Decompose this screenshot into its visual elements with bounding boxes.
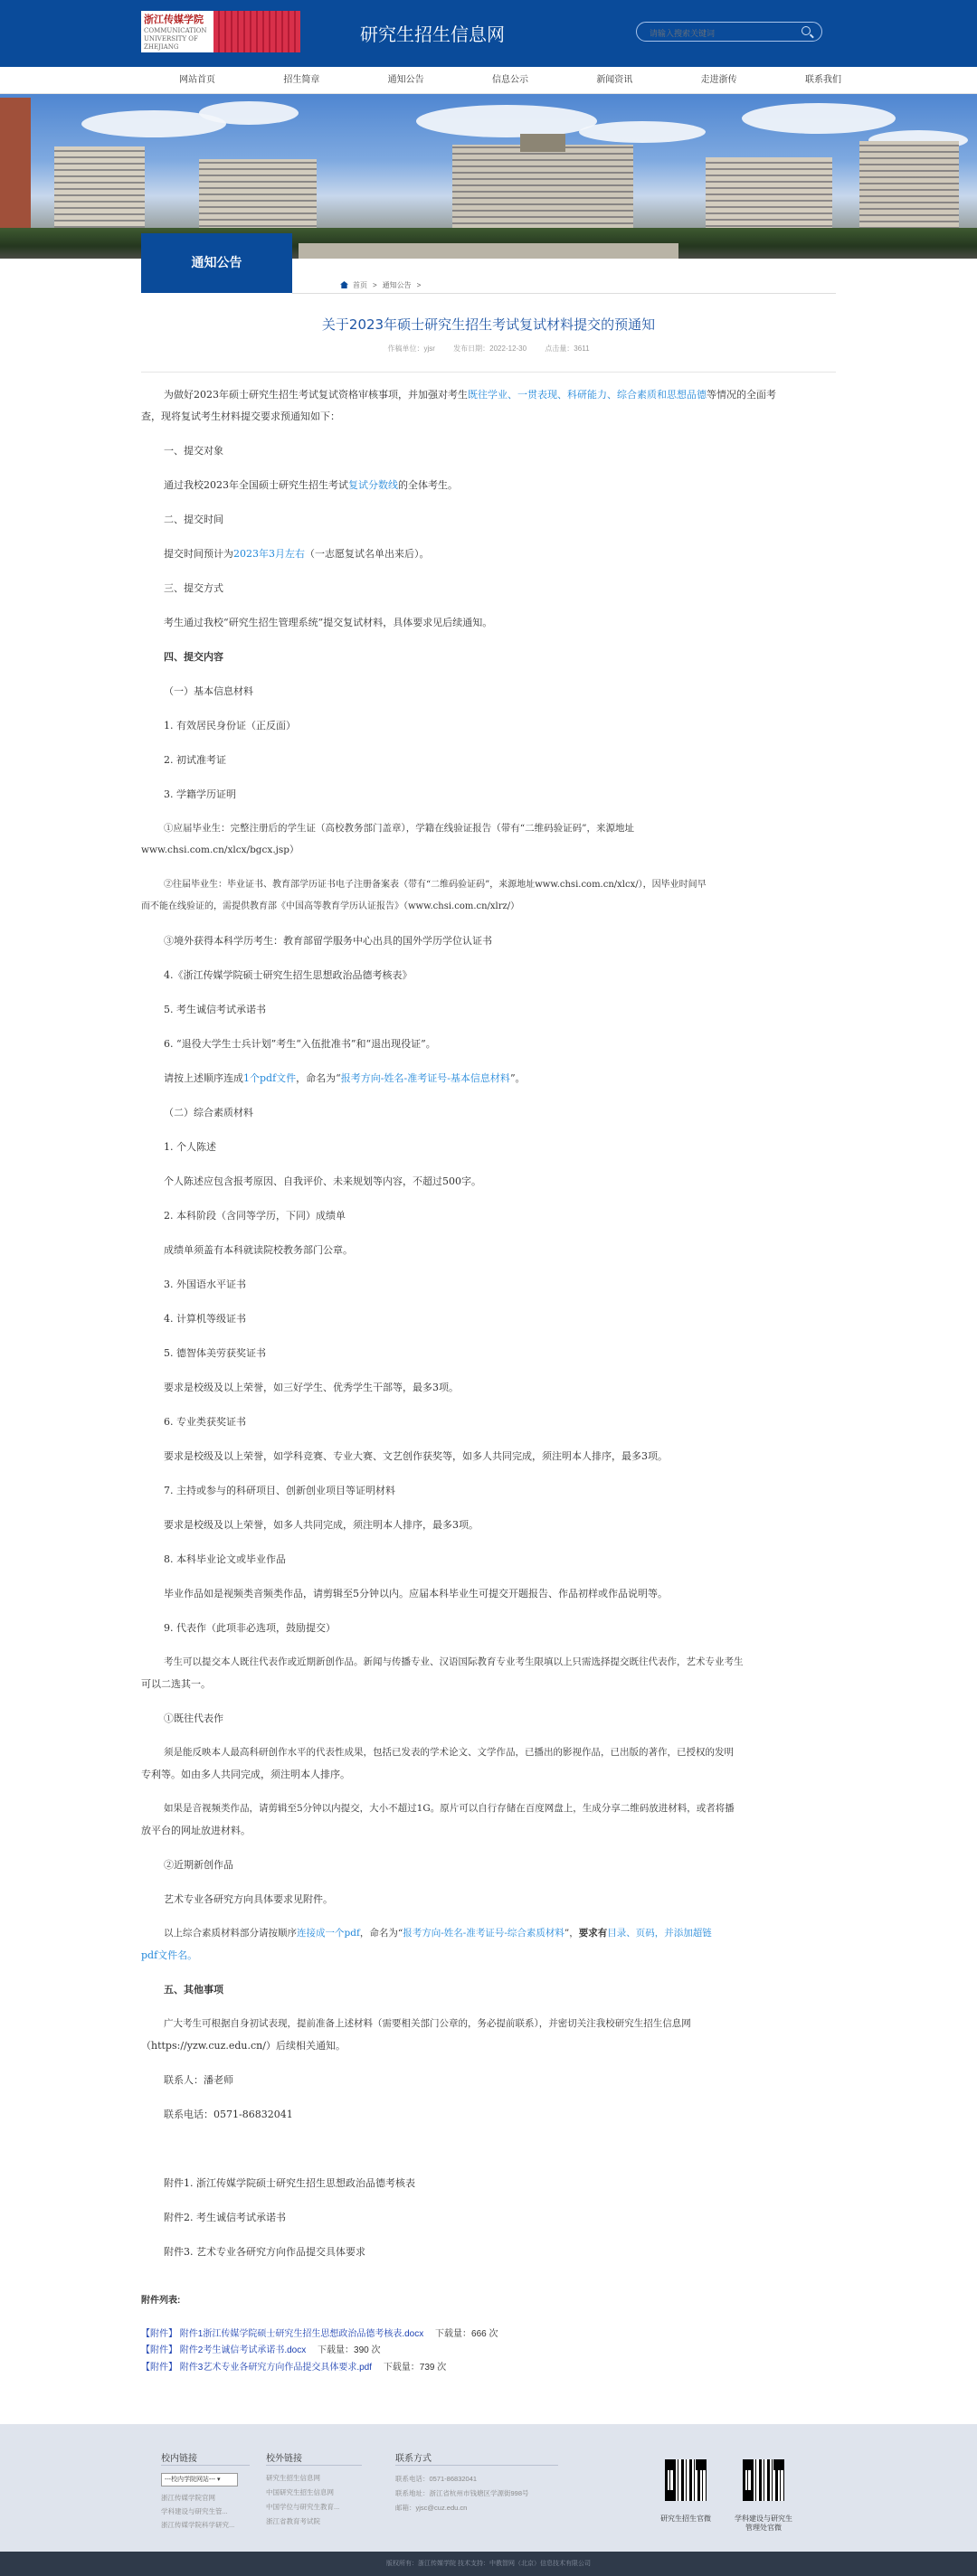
section-heading: 五、其他事项 — [164, 1984, 223, 1996]
download-count: 下载量：390 次 — [318, 2345, 381, 2355]
footer-internal-links-title: 校内链接 — [161, 2454, 197, 2464]
logo-subtext: COMMUNICATION UNIVERSITY OF ZHEJIANG — [144, 27, 207, 51]
footer-external-links-title: 校外链接 — [266, 2454, 302, 2464]
paragraph: 要求是校级及以上荣誉，如多人共同完成，须注明本人排序，最多3项。 — [164, 1519, 479, 1531]
attachment-link[interactable]: 附件3艺术专业各研究方向作品提交具体要求.pdf — [179, 2363, 373, 2373]
paragraph: 提交时间预计为2023年3月左右（一志愿复试名单出来后）。 — [164, 548, 430, 560]
list-item: 1. 个人陈述 — [164, 1141, 216, 1153]
article-meta — [141, 344, 836, 354]
list-item: ②往届毕业生：毕业证书、教育部学历证书电子注册备案表（带有“二维码验证码”，来源地址www.chsi.com.cn/xlcx/），因毕业时间早 — [164, 880, 707, 890]
paragraph: 成绩单须盖有本科就读院校教务部门公章。 — [164, 1244, 353, 1256]
paragraph: 须是能反映本人最高科研创作水平的代表性成果，包括已发表的学术论文、文学作品，已播出的影视作品，已出版的著作，已授权的发明 — [164, 1747, 734, 1758]
meta-source: 作稿单位：yjsr — [387, 344, 435, 353]
nav-notices[interactable]: 通知公告 — [387, 75, 424, 85]
paragraph: 要求是校级及以上荣誉，如学科竞赛、专业大赛、文艺创作获奖等，如多人共同完成，须注明本人排序，最多3项。 — [164, 1450, 668, 1462]
search-input[interactable] — [637, 24, 791, 42]
download-count: 下载量：666 次 — [435, 2329, 498, 2339]
paragraph-cont: pdf文件名。 — [141, 1949, 198, 1961]
attachment-link[interactable]: 附件2考生诚信考试承诺书.docx — [179, 2345, 307, 2355]
nav-news[interactable]: 新闻资讯 — [596, 75, 633, 85]
paragraph: 个人陈述应包含报考原因、自我评价、未来规划等内容，不超过500字。 — [164, 1175, 481, 1187]
paragraph-cont: 可以二选其一。 — [141, 1678, 211, 1690]
footer-link[interactable]: 浙江省教育考试院 — [266, 2517, 320, 2525]
logo-ribbon-graphic — [213, 11, 300, 52]
list-item: 3. 学籍学历证明 — [164, 788, 236, 800]
subsection-heading: （一）基本信息材料 — [164, 685, 253, 697]
list-item: ①应届毕业生：完整注册后的学生证（高校教务部门盖章），学籍在线验证报告（带有“二维码验证码”，来源地址 — [164, 823, 634, 834]
university-logo[interactable] — [141, 11, 355, 52]
paragraph: 考生可以提交本人既往代表作或近期新创作品。新闻与传播专业、汉语国际教育专业考生限填以上只需选择提交既往代表作，艺术专业考生 — [164, 1656, 744, 1667]
breadcrumb — [340, 280, 426, 290]
intro-paragraph: 为做好2023年硕士研究生招生考试复试资格审核事项，并加强对考生既往学业、一贯表现、科研能力、综合素质和思想品德等情况的全面考 — [164, 389, 776, 401]
main-nav — [0, 67, 977, 94]
list-item: 4. 计算机等级证书 — [164, 1313, 246, 1325]
footer-link[interactable]: 中国研究生招生信息网 — [266, 2488, 334, 2496]
nav-contact[interactable]: 联系我们 — [804, 75, 841, 85]
attachment-link[interactable]: 附件1浙江传媒学院硕士研究生招生思想政治品德考核表.docx — [179, 2329, 424, 2339]
footer-contact-line: 联系电话：0571-86832041 — [395, 2475, 478, 2483]
section-heading: 二、提交时间 — [164, 514, 223, 525]
footer-contact-title: 联系方式 — [395, 2454, 432, 2464]
footer-link[interactable]: 中国学位与研究生教育... — [266, 2503, 340, 2511]
attachment-row — [141, 2359, 836, 2373]
list-item: 5. 德智体美劳获奖证书 — [164, 1347, 266, 1359]
list-item-cont: www.chsi.com.cn/xlcx/bgcx.jsp） — [141, 845, 299, 855]
paragraph: 要求是校级及以上荣誉，如三好学生、优秀学生干部等，最多3项。 — [164, 1382, 459, 1393]
qr-code-icon — [743, 2459, 784, 2501]
list-item: 2. 初试准考证 — [164, 754, 226, 766]
paragraph-cont: 放平台的网址放进材料。 — [141, 1825, 251, 1836]
meta-views: 点击量：3611 — [545, 344, 590, 353]
attachment-tag: 【附件】 — [141, 2329, 177, 2339]
attachments-heading: 附件列表: — [141, 2296, 181, 2306]
list-item: 8. 本科毕业论文或毕业作品 — [164, 1553, 286, 1565]
footer-link[interactable]: 学科建设与研究生管... — [161, 2507, 228, 2515]
section-heading: 四、提交内容 — [164, 651, 223, 663]
list-item: 3. 外国语水平证书 — [164, 1279, 246, 1290]
attachment-row — [141, 2342, 836, 2355]
logo-calligraphy — [141, 11, 213, 52]
attachment-tag: 【附件】 — [141, 2345, 177, 2355]
breadcrumb-separator: > — [416, 281, 422, 289]
site-title: 研究生招生信息网 — [360, 24, 505, 45]
meta-date: 发布日期：2022-12-30 — [453, 344, 527, 353]
paragraph: 考生通过我校“研究生招生管理系统”提交复试材料，具体要求见后续通知。 — [164, 617, 493, 628]
paragraph: 艺术专业各研究方向具体要求见附件。 — [164, 1893, 333, 1905]
search-box — [636, 22, 822, 42]
list-item: 9. 代表作（此项非必选项，鼓励提交） — [164, 1622, 336, 1634]
list-item: 6. “退役大学生士兵计划”考生“入伍批准书”和“退出现役证”。 — [164, 1038, 436, 1050]
article-title: 关于2023年硕士研究生招生考试复试材料提交的预通知 — [321, 316, 656, 333]
paragraph: 以上综合素质材料部分请按顺序连接成一个pdf，命名为“报考方向-姓名-准考证号-综合素质材料”，要求有目录、页码，并添加超链 — [164, 1928, 712, 1939]
site-header — [0, 0, 977, 67]
footer-link[interactable]: 浙江传媒学院科学研究... — [161, 2521, 235, 2529]
copyright-bar: 版权所有：浙江传媒学院 技术支持：中教智网（北京）信息技术有限公司 — [0, 2552, 977, 2576]
intro-paragraph-cont: 查，现将复试考生材料提交要求预通知如下： — [141, 410, 340, 422]
attachment-tag: 【附件】 — [141, 2363, 177, 2373]
attachment-note: 附件1. 浙江传媒学院硕士研究生招生思想政治品德考核表 — [164, 2177, 415, 2189]
paragraph: 通过我校2023年全国硕士研究生招生考试复试分数线的全体考生。 — [164, 479, 458, 491]
footer-contact-line: 联系地址：浙江省杭州市钱塘区学源街998号 — [395, 2489, 529, 2497]
section-tab-notices: 通知公告 — [141, 233, 292, 293]
attachment-row — [141, 2326, 836, 2339]
list-item: ③境外获得本科学历考生：教育部留学服务中心出具的国外学历学位认证书 — [164, 935, 492, 947]
footer-contact-line: 邮箱：yjsc@cuz.edu.cn — [395, 2504, 468, 2512]
subsection-heading: （二）综合素质材料 — [164, 1107, 253, 1118]
paragraph: 广大考生可根据自身初试表现，提前准备上述材料（需要相关部门公章的，务必提前联系），并密切关注我校研究生招生信息网 — [164, 2018, 691, 2029]
search-icon[interactable] — [802, 26, 811, 35]
paragraph-cont: 专利等。如由多人共同完成，须注明本人排序。 — [141, 1769, 350, 1780]
nav-about[interactable]: 走进浙传 — [700, 75, 737, 85]
internal-sites-select[interactable]: ---校内学院网站--- ▾ — [161, 2473, 238, 2486]
qr1-label: 研究生招生官微 — [660, 2515, 711, 2523]
list-item: 6. 专业类获奖证书 — [164, 1416, 246, 1428]
paragraph: 如果是音视频类作品，请剪辑至5分钟以内提交，大小不超过1G。原片可以自行存储在百度网盘上，生成分享二维码放进材料，或者将播 — [164, 1803, 735, 1814]
qr2-label: 学科建设与研究生 管理处官微 — [735, 2515, 792, 2532]
list-item: 5. 考生诚信考试承诺书 — [164, 1004, 266, 1015]
breadcrumb-separator: > — [373, 281, 377, 289]
nav-admission-guide[interactable]: 招生简章 — [283, 75, 320, 85]
qr-code-icon — [665, 2459, 707, 2501]
list-item: 4.《浙江传媒学院硕士研究生招生思想政治品德考核表》 — [164, 969, 413, 981]
attachment-note: 附件3. 艺术专业各研究方向作品提交具体要求 — [164, 2246, 365, 2258]
download-count: 下载量：739 次 — [383, 2363, 447, 2373]
paragraph: 毕业作品如是视频类音频类作品，请剪辑至5分钟以内。应届本科毕业生可提交开题报告、作品初样或作品说明等。 — [164, 1588, 668, 1599]
list-item: 1. 有效居民身份证（正反面） — [164, 720, 296, 731]
contact-person: 联系人：潘老师 — [164, 2074, 233, 2086]
paragraph-cont: （https://yzw.cuz.edu.cn/）后续相关通知。 — [141, 2040, 346, 2052]
nav-home[interactable]: 网站首页 — [179, 75, 215, 85]
contact-phone: 联系电话：0571-86832041 — [164, 2109, 293, 2120]
list-item-cont: 而不能在线验证的，需提供教育部《中国高等教育学历认证报告》（www.chsi.com.cn/xlrz/） — [141, 901, 520, 911]
logo-text: 浙江传媒学院 — [144, 14, 204, 25]
footer-link[interactable]: 浙江传媒学院官网 — [161, 2494, 215, 2502]
list-item: 7. 主持或参与的科研项目、创新创业项目等证明材料 — [164, 1485, 395, 1496]
breadcrumb-current[interactable]: 通知公告 — [382, 281, 412, 289]
home-icon — [340, 281, 348, 288]
paragraph: 请按上述顺序连成1个pdf文件，命名为“报考方向-姓名-准考证号-基本信息材料”。 — [164, 1072, 526, 1084]
breadcrumb-home[interactable]: 首页 — [353, 281, 367, 289]
attachment-note: 附件2. 考生诚信考试承诺书 — [164, 2212, 286, 2223]
list-item: ①既往代表作 — [164, 1713, 223, 1724]
section-heading: 三、提交方式 — [164, 582, 223, 594]
list-item: 2. 本科阶段（含同等学历，下同）成绩单 — [164, 1210, 346, 1222]
section-heading: 一、提交对象 — [164, 445, 223, 457]
list-item: ②近期新创作品 — [164, 1859, 233, 1871]
nav-public-info[interactable]: 信息公示 — [491, 75, 528, 85]
footer-link[interactable]: 研究生招生信息网 — [266, 2474, 320, 2482]
